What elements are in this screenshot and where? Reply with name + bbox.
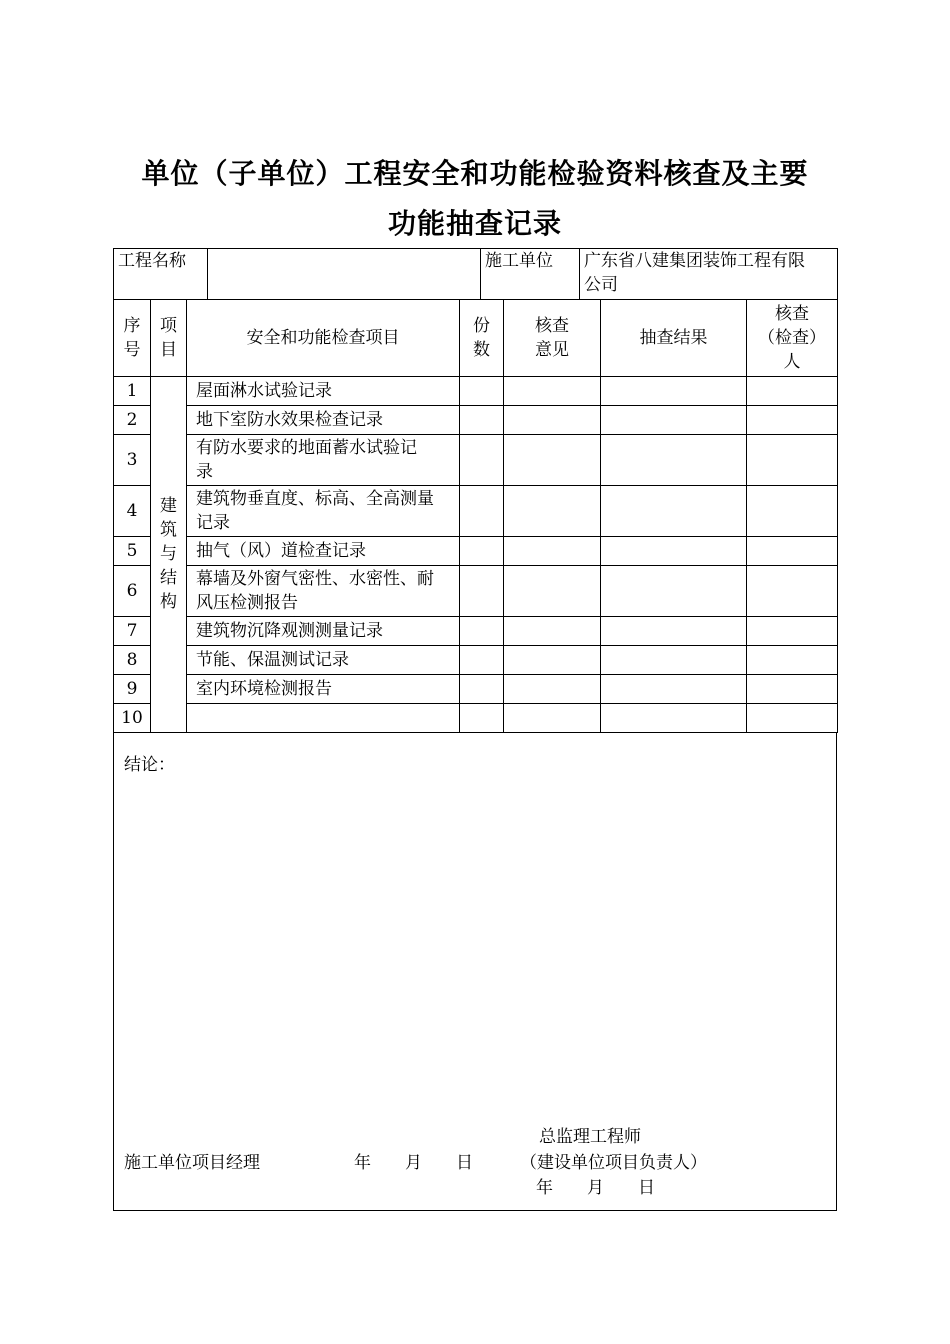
- opinion-cell: [504, 616, 601, 645]
- result-cell: [601, 536, 747, 565]
- conclusion-label: 结论：: [124, 755, 175, 775]
- check-item-text: 建筑物沉降观测测量记录: [196, 620, 383, 641]
- col-copies-line1: 份: [473, 315, 490, 336]
- copies-cell: [460, 376, 504, 405]
- opinion-cell: [504, 645, 601, 674]
- contractor-manager-label: 施工单位项目经理: [124, 1153, 260, 1173]
- result-cell: [601, 565, 747, 616]
- project-name-value: [208, 249, 481, 300]
- col-checker-line2: （检查）: [758, 327, 826, 348]
- item-rows: [114, 376, 838, 732]
- check-item-cell: [187, 434, 460, 485]
- col-category: [151, 300, 187, 376]
- check-item-text: 风压检测报告: [196, 592, 298, 613]
- opinion-cell: [504, 405, 601, 434]
- opinion-cell: [504, 376, 601, 405]
- row-number: 8: [114, 645, 151, 674]
- copies-cell: [460, 536, 504, 565]
- check-item-cell: [187, 616, 460, 645]
- checker-cell: [747, 565, 838, 616]
- date-left: 年 月 日: [354, 1153, 473, 1173]
- check-item-text: 屋面淋水试验记录: [196, 380, 332, 401]
- check-item-text: 建筑物垂直度、标高、全高测量: [196, 488, 434, 509]
- contractor-value-line1: 广东省八建集团装饰工程有限: [584, 251, 805, 271]
- check-item-cell: [187, 674, 460, 703]
- table-row: [114, 376, 838, 405]
- table-row: [114, 674, 838, 703]
- check-item-cell: [187, 703, 460, 732]
- copies-cell: [460, 434, 504, 485]
- table-row: [114, 485, 838, 536]
- row-number: 3: [114, 434, 151, 485]
- checker-cell: [747, 703, 838, 732]
- check-item-text: 录: [196, 461, 213, 482]
- table-row: [114, 405, 838, 434]
- col-category-line1: 项: [160, 315, 177, 336]
- check-item-text: 有防水要求的地面蓄水试验记: [196, 437, 417, 458]
- category-char: 筑: [160, 520, 177, 540]
- column-header-row: [114, 300, 838, 376]
- col-result: 抽查结果: [601, 300, 747, 376]
- row-number: 2: [114, 405, 151, 434]
- category-char: 结: [160, 568, 177, 588]
- col-copies: [460, 300, 504, 376]
- row-number: 1: [114, 376, 151, 405]
- col-checker-line1: 核查: [775, 303, 809, 324]
- opinion-cell: [504, 485, 601, 536]
- col-copies-line2: 数: [473, 339, 490, 360]
- result-cell: [601, 434, 747, 485]
- opinion-cell: [504, 703, 601, 732]
- opinion-cell: [504, 536, 601, 565]
- copies-cell: [460, 485, 504, 536]
- date-right: 年 月 日: [536, 1178, 655, 1198]
- check-item-text: 节能、保温测试记录: [196, 649, 349, 670]
- check-item-text: 幕墙及外窗气密性、水密性、耐: [196, 568, 434, 589]
- result-cell: [601, 376, 747, 405]
- table-row: [114, 434, 838, 485]
- copies-cell: [460, 405, 504, 434]
- copies-cell: [460, 565, 504, 616]
- copies-cell: [460, 616, 504, 645]
- copies-cell: [460, 645, 504, 674]
- copies-cell: [460, 674, 504, 703]
- row-number: 7: [114, 616, 151, 645]
- check-item-cell: [187, 645, 460, 674]
- result-cell: [601, 674, 747, 703]
- row-number: 5: [114, 536, 151, 565]
- check-item-cell: [187, 536, 460, 565]
- checker-cell: [747, 405, 838, 434]
- col-checker: [747, 300, 838, 376]
- check-item-cell: [187, 376, 460, 405]
- owner-rep-label: （建设单位项目负责人）: [520, 1153, 707, 1173]
- checker-cell: [747, 645, 838, 674]
- check-item-cell: [187, 405, 460, 434]
- category-char: 构: [160, 592, 177, 612]
- result-cell: [601, 703, 747, 732]
- category-char: 建: [160, 496, 177, 516]
- opinion-cell: [504, 434, 601, 485]
- table-row: [114, 536, 838, 565]
- row-number: 6: [114, 565, 151, 616]
- row-number: 10: [114, 703, 151, 732]
- header-table: [113, 248, 838, 300]
- project-name-label: 工程名称: [114, 249, 208, 300]
- col-seq-line1: 序: [123, 315, 141, 336]
- record-table-frame: [113, 248, 837, 733]
- table-row: [114, 616, 838, 645]
- copies-cell: [460, 703, 504, 732]
- check-items-table: [113, 300, 838, 733]
- checker-cell: [747, 674, 838, 703]
- page-title-line1: 单位（子单位）工程安全和功能检验资料核查及主要: [141, 157, 809, 190]
- check-item-text: 记录: [196, 512, 230, 533]
- col-opinion-line1: 核查: [535, 315, 569, 336]
- col-checker-line3: 人: [783, 351, 801, 372]
- result-cell: [601, 485, 747, 536]
- check-item-cell: [187, 485, 460, 536]
- check-item-text: 抽气（风）道检查记录: [196, 540, 366, 561]
- col-seq-line2: 号: [123, 339, 141, 360]
- contractor-label: 施工单位: [481, 249, 580, 300]
- result-cell: [601, 645, 747, 674]
- table-row: [114, 703, 838, 732]
- checker-cell: [747, 536, 838, 565]
- contractor-value: [580, 249, 838, 300]
- opinion-cell: [504, 565, 601, 616]
- category-char: 与: [160, 544, 177, 564]
- result-cell: [601, 616, 747, 645]
- result-cell: [601, 405, 747, 434]
- col-seq: [114, 300, 151, 376]
- check-item-text: 地下室防水效果检查记录: [196, 409, 383, 430]
- table-row: [114, 565, 838, 616]
- checker-cell: [747, 434, 838, 485]
- col-opinion: [504, 300, 601, 376]
- conclusion-box: [113, 732, 837, 1211]
- opinion-cell: [504, 674, 601, 703]
- row-number: 4: [114, 485, 151, 536]
- page-title-line2: 功能抽查记录: [387, 207, 562, 240]
- row-number: 9: [114, 674, 151, 703]
- table-row: [114, 645, 838, 674]
- contractor-value-line2: 公司: [584, 275, 618, 295]
- category-cell: [151, 376, 187, 732]
- checker-cell: [747, 485, 838, 536]
- checker-cell: [747, 376, 838, 405]
- checker-cell: [747, 616, 838, 645]
- check-item-text: 室内环境检测报告: [196, 678, 332, 699]
- chief-supervisor-label: 总监理工程师: [539, 1127, 641, 1147]
- check-item-cell: [187, 565, 460, 616]
- col-check-item: 安全和功能检查项目: [187, 300, 460, 376]
- col-opinion-line2: 意见: [535, 339, 569, 360]
- col-category-line2: 目: [160, 339, 177, 360]
